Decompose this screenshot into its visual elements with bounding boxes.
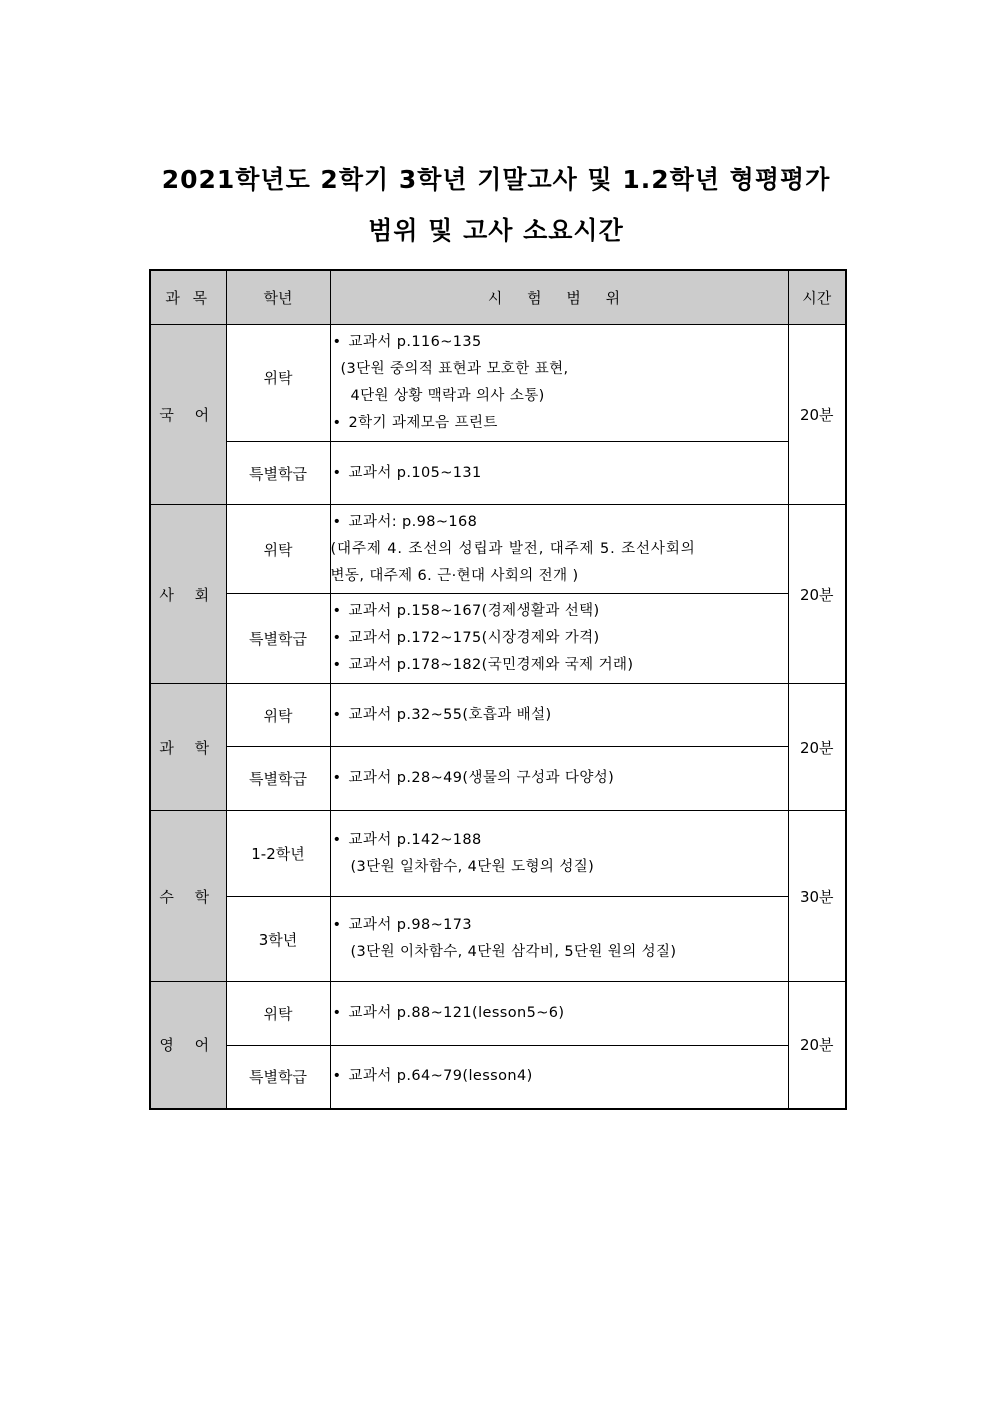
bullet-icon: • xyxy=(332,1068,342,1085)
range-text: (대주제 4. 조선의 성립과 발전, 대주제 5. 조선사회의 xyxy=(330,540,696,557)
grade-cell: 3학년 xyxy=(226,897,330,982)
grade-cell: 위탁 xyxy=(226,684,330,747)
header-time: 시간 xyxy=(788,270,846,325)
range-cell xyxy=(330,1046,788,1109)
range-text: 교과서 p.142~188 xyxy=(348,831,482,848)
header-range: 시 험 범 위 xyxy=(330,270,788,325)
time-science: 20분 xyxy=(788,684,846,811)
bullet-icon: • xyxy=(332,464,342,481)
range-text: 교과서 p.64~79(lesson4) xyxy=(348,1068,533,1085)
range-cell xyxy=(330,982,788,1046)
bullet-icon: • xyxy=(332,603,342,619)
range-cell xyxy=(330,442,788,505)
range-cell xyxy=(330,747,788,811)
bullet-icon: • xyxy=(332,513,342,530)
table-row xyxy=(150,684,846,747)
subject-korean: 국 어 xyxy=(150,325,226,505)
subject-math: 수 학 xyxy=(150,811,226,982)
grade-cell: 특별학급 xyxy=(226,442,330,505)
subject-social: 사 회 xyxy=(150,505,226,684)
bullet-icon: • xyxy=(332,334,342,350)
time-math: 30분 xyxy=(788,811,846,982)
range-text: 교과서 p.116~135 xyxy=(348,334,482,350)
range-cell xyxy=(330,325,788,442)
table-row xyxy=(150,982,846,1046)
table-row xyxy=(150,747,846,811)
header-row xyxy=(150,270,846,325)
grade-cell: 위탁 xyxy=(226,325,330,442)
range-text: 교과서 p.105~131 xyxy=(348,464,482,481)
range-text: 교과서: p.98~168 xyxy=(348,513,478,530)
grade-cell: 1-2학년 xyxy=(226,811,330,897)
bullet-icon: • xyxy=(332,630,342,646)
range-text: 교과서 p.88~121(lesson5~6) xyxy=(348,1005,565,1021)
table-row xyxy=(150,594,846,684)
table-row xyxy=(150,442,846,505)
table-row xyxy=(150,897,846,982)
range-text: 교과서 p.98~173 xyxy=(348,917,473,933)
bullet-icon: • xyxy=(332,706,342,723)
bullet-icon: • xyxy=(332,770,342,786)
range-cell xyxy=(330,505,788,594)
range-text: 교과서 p.172~175(시장경제와 가격) xyxy=(348,630,600,646)
page-subtitle: 범위 및 고사 소요시간 xyxy=(368,216,624,245)
table-row xyxy=(150,811,846,897)
range-text: 교과서 p.178~182(국민경제와 국제 거래) xyxy=(348,657,634,673)
page-title: 2021학년도 2학기 3학년 기말고사 및 1.2학년 형평평가 xyxy=(161,165,831,194)
grade-cell: 특별학급 xyxy=(226,747,330,811)
bullet-icon: • xyxy=(332,415,342,431)
table-row xyxy=(150,325,846,442)
grade-cell: 특별학급 xyxy=(226,594,330,684)
bullet-icon: • xyxy=(332,1005,342,1021)
range-text: 변동, 대주제 6. 근·현대 사회의 전개 ) xyxy=(330,567,579,584)
grade-cell: 특별학급 xyxy=(226,1046,330,1109)
range-cell xyxy=(330,811,788,897)
range-cell xyxy=(330,684,788,747)
range-text: 2학기 과제모음 프린트 xyxy=(348,415,498,431)
range-text: (3단원 일차함수, 4단원 도형의 성질) xyxy=(350,858,595,875)
table-row xyxy=(150,505,846,594)
bullet-icon: • xyxy=(332,917,342,933)
header-subject: 과 목 xyxy=(150,270,226,325)
range-text: 4단원 상황 맥락과 의사 소통) xyxy=(350,388,545,404)
range-text: 교과서 p.158~167(경제생활과 선택) xyxy=(348,603,600,619)
grade-cell: 위탁 xyxy=(226,982,330,1046)
grade-cell: 위탁 xyxy=(226,505,330,594)
time-english: 20분 xyxy=(788,982,846,1109)
range-text: (3단원 이차함수, 4단원 삼각비, 5단원 원의 성질) xyxy=(350,944,677,960)
time-social: 20분 xyxy=(788,505,846,684)
range-text: (3단원 중의적 표현과 모호한 표현, xyxy=(340,361,569,377)
subject-english: 영 어 xyxy=(150,982,226,1109)
range-cell xyxy=(330,594,788,684)
range-cell xyxy=(330,897,788,982)
range-text: 교과서 p.28~49(생물의 구성과 다양성) xyxy=(348,770,615,786)
time-korean: 20분 xyxy=(788,325,846,505)
header-grade: 학년 xyxy=(226,270,330,325)
range-text: 교과서 p.32~55(호흡과 배설) xyxy=(348,706,552,723)
bullet-icon: • xyxy=(332,657,342,673)
exam-schedule-table xyxy=(149,269,847,1110)
subject-science: 과 학 xyxy=(150,684,226,811)
bullet-icon: • xyxy=(332,831,342,848)
table-row xyxy=(150,1046,846,1109)
